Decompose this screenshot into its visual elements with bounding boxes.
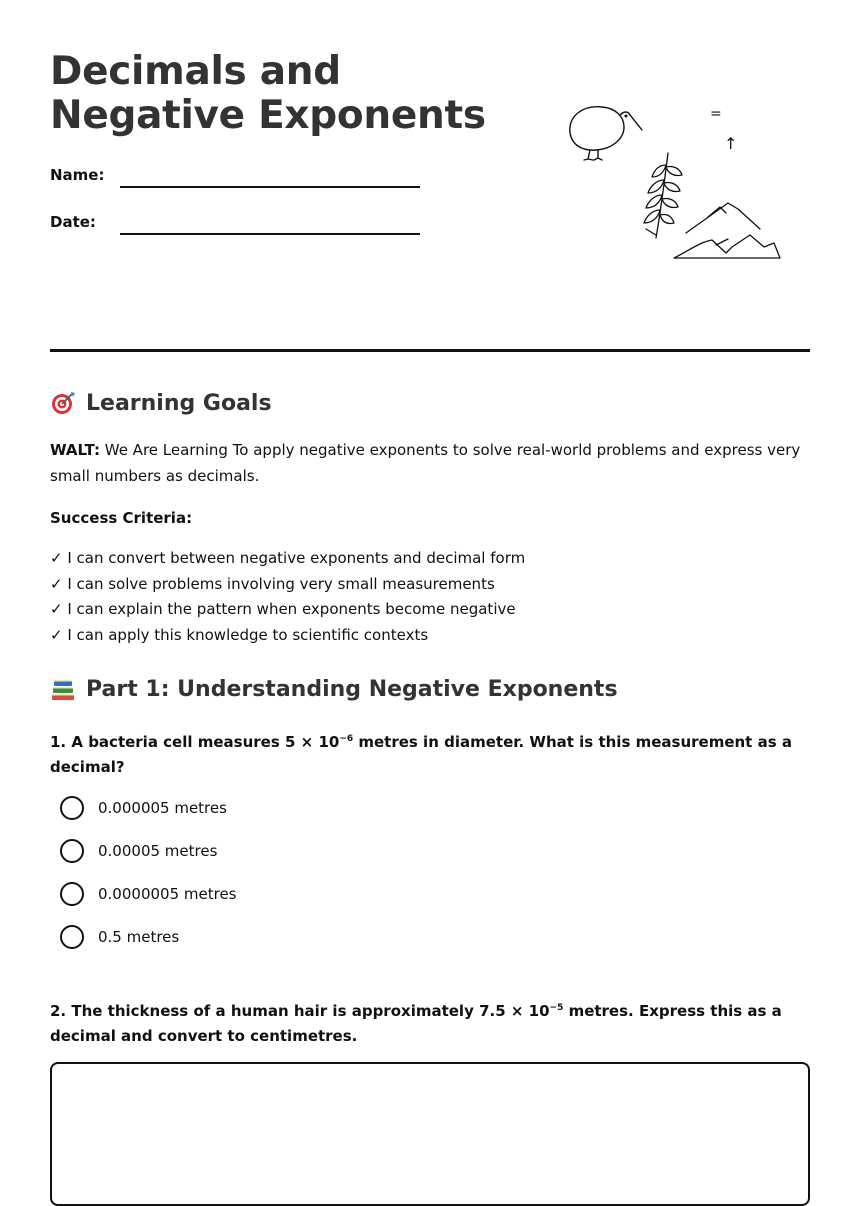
question-1-text-end: metres in diameter. What is this measurement as a decimal? [50, 733, 792, 776]
q1-option-d[interactable] [60, 924, 179, 950]
date-field [50, 213, 420, 243]
radio-button[interactable] [60, 882, 84, 906]
criteria-item: ✓ I can solve problems involving very small measurements [50, 574, 495, 593]
question-1 [50, 727, 810, 780]
option-label: 0.5 metres [98, 928, 180, 946]
question-1-text-start: 1. A bacteria cell measures 5 × 10 [50, 733, 340, 751]
equals-symbol: = [710, 106, 722, 122]
fern-icon [644, 153, 682, 238]
radio-button[interactable] [60, 925, 84, 949]
target-icon [50, 390, 76, 416]
mountains-icon [674, 203, 780, 258]
date-line[interactable] [120, 233, 420, 235]
q1-option-b[interactable] [60, 838, 217, 864]
question-2-text-end: metres. Express this as a decimal and convert to centimetres. [50, 1002, 782, 1045]
kiwi-bird-icon [570, 107, 642, 160]
header-doodles [560, 95, 790, 270]
option-label: 0.0000005 metres [98, 885, 237, 903]
learning-goals-heading [50, 390, 272, 416]
name-label: Name: [50, 166, 105, 184]
criteria-item: ✓ I can convert between negative exponents and decimal form [50, 549, 526, 567]
question-2-exponent: −5 [549, 1003, 564, 1013]
success-criteria-list [50, 546, 810, 648]
criteria-item: ✓ I can explain the pattern when exponents become negative [50, 600, 516, 619]
part1-heading [50, 676, 618, 702]
question-1-exponent: −6 [339, 734, 354, 744]
success-criteria-label: Success Criteria: [50, 509, 193, 527]
q1-option-c[interactable] [60, 881, 237, 907]
q1-option-a[interactable] [60, 795, 227, 821]
radio-button[interactable] [60, 796, 84, 820]
radio-button[interactable] [60, 839, 84, 863]
question-2-text-start: 2. The thickness of a human hair is approximately 7.5 × 10 [50, 1002, 550, 1020]
name-field [50, 166, 420, 196]
criteria-item: ✓ I can apply this knowledge to scientific contexts [50, 625, 429, 644]
learning-goals-title: Learning Goals [86, 390, 272, 416]
walt-label: WALT: [50, 441, 100, 459]
part1-title: Part 1: Understanding Negative Exponents [86, 676, 618, 702]
date-label: Date: [50, 213, 96, 231]
walt-paragraph [50, 437, 810, 489]
books-icon [50, 676, 76, 702]
worksheet-title: Decimals and Negative Exponents [50, 49, 486, 138]
arrow-symbol: ↑ [724, 134, 738, 153]
question-2-answer-box[interactable] [50, 1062, 810, 1206]
name-line[interactable] [120, 186, 420, 188]
header-divider [50, 349, 810, 352]
option-label: 0.00005 metres [98, 842, 218, 860]
option-label: 0.000005 metres [98, 799, 227, 817]
question-2 [50, 996, 810, 1049]
walt-text: We Are Learning To apply negative exponents to solve real-world problems and express very small numbers as decimals. [50, 441, 801, 485]
